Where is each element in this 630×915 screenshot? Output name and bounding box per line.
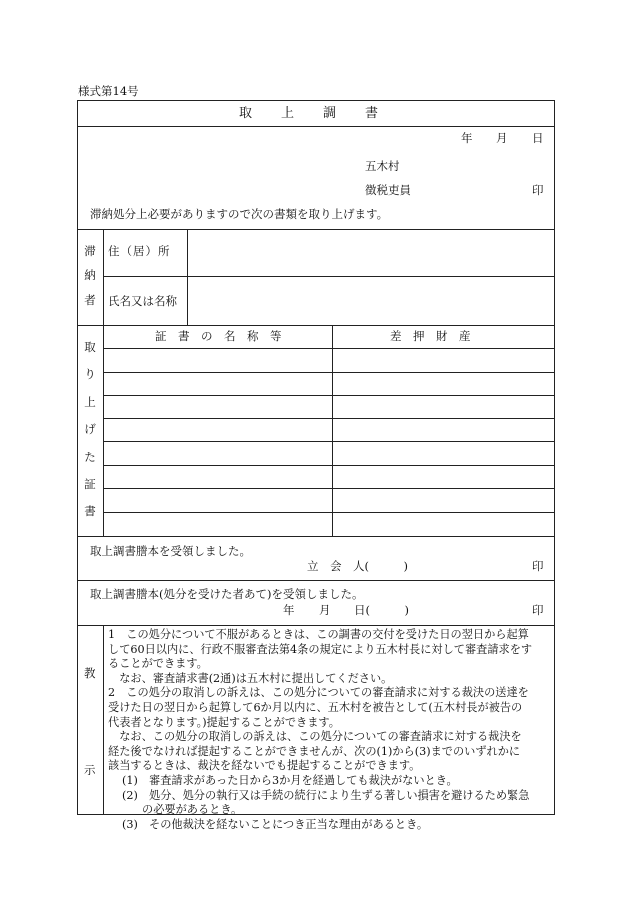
notice-line: ることができます。 [108, 657, 208, 671]
recipient-year-label: 年 [283, 603, 295, 617]
divider [77, 126, 555, 127]
notice-line: (1) 審査請求があった日から3か月を経過しても裁決がないとき。 [122, 773, 458, 787]
date-month-label: 月 [496, 131, 508, 145]
recipient-receipt-text: 取上調書謄本(処分を受けた者あて)を受領しました。 [90, 587, 364, 601]
divider [77, 325, 555, 326]
notice-line: して60日以内に、行政不服審査法第4条の規定により五木村長に対して審査請求をす [108, 642, 533, 656]
divider [77, 580, 555, 581]
table-row [103, 512, 555, 513]
notice-line: (2) 処分、処分の執行又は手続の続行により生ずる著しい損害を避けるため緊急 [122, 788, 530, 802]
property-column-header: 差 押 財 産 [390, 329, 471, 343]
notice-line: なお、審査請求書(2通)は五木村に提出してください。 [108, 671, 393, 685]
notice-line: 経た後でなければ提起することができませんが、次の(1)から(3)までのいずれかに [108, 744, 521, 758]
table-row [103, 488, 555, 489]
witness-label: 立 会 人( ) [307, 559, 408, 573]
table-row [103, 395, 555, 396]
notice-line: の必要があるとき。 [142, 803, 243, 817]
divider [77, 625, 555, 626]
address-label: 住（居）所 [108, 244, 171, 258]
divider [103, 229, 104, 325]
witness-seal: 印 [532, 559, 544, 573]
officer-label: 徴税吏員 [365, 183, 411, 197]
form-number: 様式第14号 [78, 84, 139, 98]
table-row [103, 465, 555, 466]
seized-section-label: 取 り 上 げ た 証 書 [84, 340, 96, 519]
divider [103, 276, 555, 277]
notice-label-top: 教 [84, 666, 96, 680]
documents-column-header: 証 書 の 名 称 等 [155, 329, 282, 343]
notice-line: 受けた日の翌日から起算して6か月以内に、五木村を被告として(五木村長が被告の [108, 700, 523, 714]
table-row [103, 348, 555, 349]
table-row [103, 418, 555, 419]
date-year-label: 年 [461, 131, 473, 145]
divider [77, 229, 555, 230]
notice-text [108, 628, 553, 832]
village-name: 五木村 [365, 159, 400, 173]
seizure-statement: 滞納処分上必要がありますので次の書類を取り上げます。 [90, 207, 389, 221]
notice-line: 該当するときは、裁決を経ないでも提起することができます。 [108, 759, 421, 773]
witness-receipt-text: 取上調書謄本を受領しました。 [90, 544, 251, 558]
form-title: 取 上 調 書 [239, 106, 380, 121]
divider [103, 625, 104, 815]
officer-seal: 印 [532, 183, 544, 197]
notice-label-bottom: 示 [84, 763, 96, 777]
notice-line: 2 この処分の取消しの訴えは、この処分についての審査請求に対する裁決の送達を [108, 686, 529, 700]
divider [332, 325, 333, 536]
recipient-day-label: 日( ) [354, 603, 409, 617]
name-label: 氏名又は名称 [108, 294, 177, 308]
date-day-label: 日 [532, 131, 544, 145]
divider [187, 229, 188, 325]
notice-line: 1 この処分について不服があるときは、この調書の交付を受けた日の翌日から起算 [108, 628, 529, 641]
notice-line: (3) その他裁決を経ないことにつき正当な理由があるとき。 [122, 817, 429, 831]
table-row [103, 372, 555, 373]
divider [103, 325, 104, 536]
table-row [103, 441, 555, 442]
divider [77, 536, 555, 537]
delinquent-section-label: 滞 納 者 [84, 244, 96, 307]
recipient-seal: 印 [532, 603, 544, 617]
recipient-month-label: 月 [319, 603, 331, 617]
notice-line: なお、この処分の取消しの訴えは、この処分についての審査請求に対する裁決を [108, 730, 522, 744]
notice-line: 代表者となります。)提起することができます。 [108, 715, 340, 729]
